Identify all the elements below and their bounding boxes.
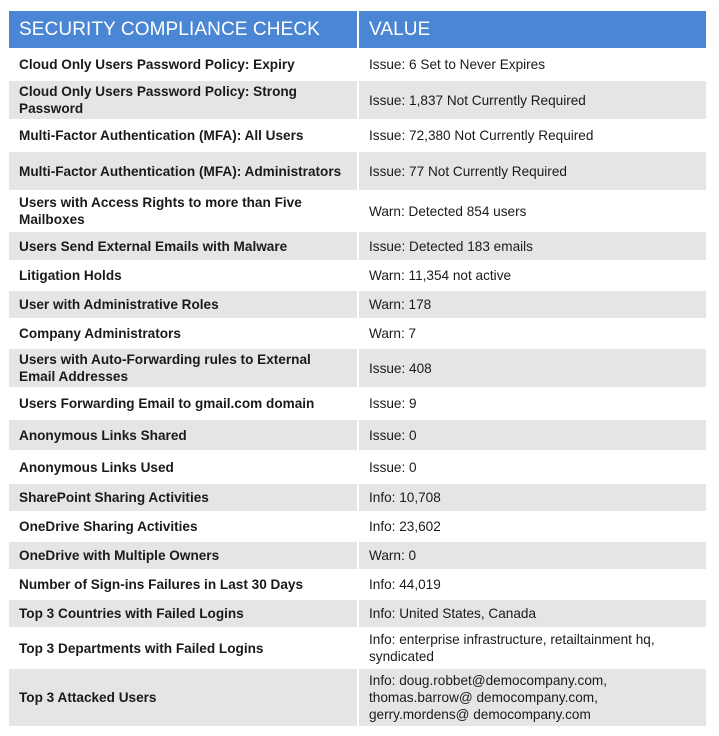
- check-cell: Users with Auto-Forwarding rules to External Email Addresses: [9, 348, 358, 388]
- check-cell: Top 3 Countries with Failed Logins: [9, 599, 358, 628]
- value-cell: Issue: 77 Not Currently Required: [358, 151, 706, 191]
- value-cell: Info: doug.robbet@democompany.com, thomas.barrow@ democompany.com, gerry.mordens@ democompany.com: [358, 668, 706, 726]
- table-row: [9, 419, 706, 451]
- table-row: [9, 80, 706, 120]
- check-cell: Users with Access Rights to more than Five Mailboxes: [9, 191, 358, 231]
- value-cell: Issue: Detected 183 emails: [358, 231, 706, 261]
- security-compliance-table: [9, 11, 706, 726]
- table-row: [9, 570, 706, 599]
- check-cell: Top 3 Departments with Failed Logins: [9, 628, 358, 668]
- header-check: SECURITY COMPLIANCE CHECK: [9, 11, 358, 49]
- table-row: [9, 668, 706, 726]
- value-cell: Warn: 0: [358, 541, 706, 570]
- check-cell: Users Forwarding Email to gmail.com domain: [9, 388, 358, 419]
- table-row: [9, 483, 706, 512]
- check-cell: Multi-Factor Authentication (MFA): Administrators: [9, 151, 358, 191]
- check-cell: Users Send External Emails with Malware: [9, 231, 358, 261]
- compliance-table-container: [9, 11, 706, 726]
- value-cell: Issue: 0: [358, 419, 706, 451]
- table-row: [9, 151, 706, 191]
- value-cell: Warn: Detected 854 users: [358, 191, 706, 231]
- check-cell: Cloud Only Users Password Policy: Strong Password: [9, 80, 358, 120]
- value-cell: Info: United States, Canada: [358, 599, 706, 628]
- check-cell: OneDrive Sharing Activities: [9, 512, 358, 541]
- value-cell: Info: enterprise infrastructure, retailtainment hq, syndicated: [358, 628, 706, 668]
- table-row: [9, 541, 706, 570]
- table-row: [9, 319, 706, 348]
- check-cell: Cloud Only Users Password Policy: Expiry: [9, 49, 358, 80]
- table-row: [9, 451, 706, 483]
- check-cell: OneDrive with Multiple Owners: [9, 541, 358, 570]
- value-cell: Issue: 0: [358, 451, 706, 483]
- value-cell: Issue: 408: [358, 348, 706, 388]
- check-cell: User with Administrative Roles: [9, 290, 358, 319]
- value-cell: Issue: 6 Set to Never Expires: [358, 49, 706, 80]
- table-row: [9, 599, 706, 628]
- table-row: [9, 290, 706, 319]
- value-cell: Warn: 178: [358, 290, 706, 319]
- value-cell: Info: 44,019: [358, 570, 706, 599]
- table-row: [9, 348, 706, 388]
- check-cell: Litigation Holds: [9, 261, 358, 290]
- check-cell: Multi-Factor Authentication (MFA): All Users: [9, 120, 358, 151]
- value-cell: Issue: 72,380 Not Currently Required: [358, 120, 706, 151]
- table-row: [9, 628, 706, 668]
- check-cell: Anonymous Links Shared: [9, 419, 358, 451]
- table-row: [9, 388, 706, 419]
- header-value: VALUE: [358, 11, 706, 49]
- table-row: [9, 191, 706, 231]
- check-cell: Company Administrators: [9, 319, 358, 348]
- check-cell: Top 3 Attacked Users: [9, 668, 358, 726]
- value-cell: Warn: 11,354 not active: [358, 261, 706, 290]
- value-cell: Issue: 9: [358, 388, 706, 419]
- value-cell: Issue: 1,837 Not Currently Required: [358, 80, 706, 120]
- table-row: [9, 120, 706, 151]
- value-cell: Warn: 7: [358, 319, 706, 348]
- check-cell: Number of Sign-ins Failures in Last 30 Days: [9, 570, 358, 599]
- table-row: [9, 261, 706, 290]
- table-row: [9, 512, 706, 541]
- table-header-row: [9, 11, 706, 49]
- value-cell: Info: 23,602: [358, 512, 706, 541]
- check-cell: SharePoint Sharing Activities: [9, 483, 358, 512]
- check-cell: Anonymous Links Used: [9, 451, 358, 483]
- table-row: [9, 49, 706, 80]
- table-row: [9, 231, 706, 261]
- value-cell: Info: 10,708: [358, 483, 706, 512]
